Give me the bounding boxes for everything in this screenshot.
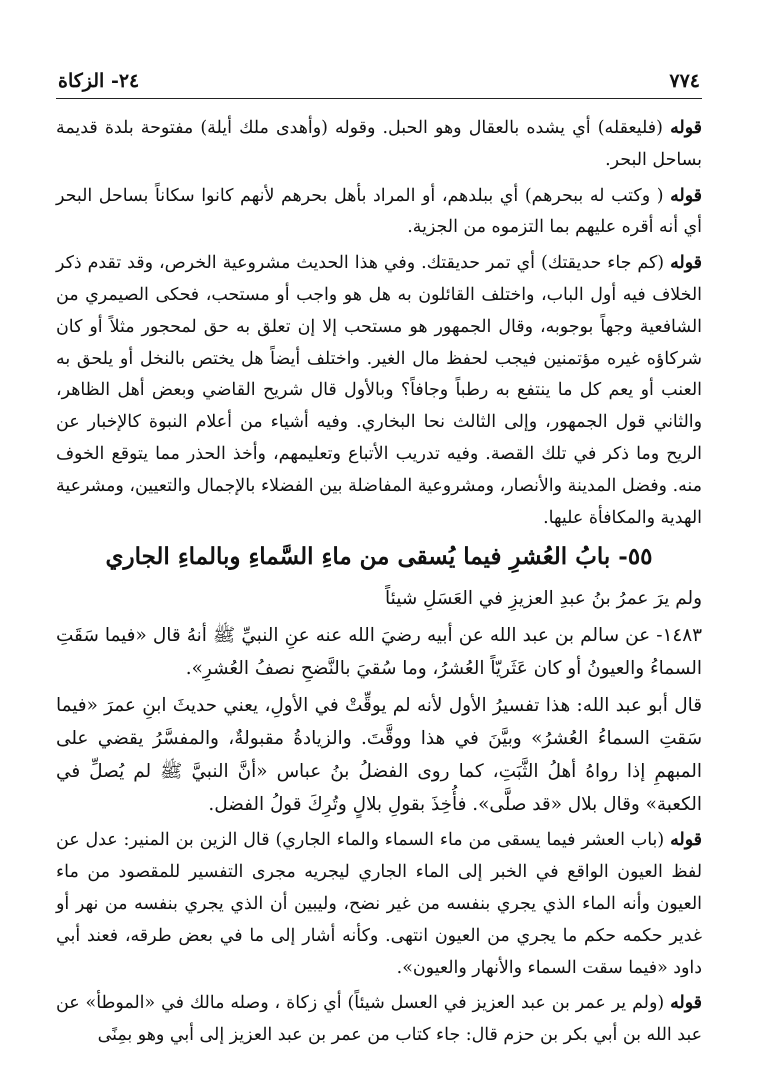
paragraph-text: (باب العشر فيما يسقى من ماء السماء والماء الجاري) قال الزين بن المنير: عدل عن لفظ العيون الواقع في الخبر إلى الماء الجاري ليجريه مجرى التفسير للمقصود من ماء العيون وأنه الماء الذي يجري بنفسه من غير نضح، وليبين أن الذي يجري بنفسه من نهر أو غدير حكمه حكم ما يجري من العيون انتهى. وكأنه أشار إلى ما في بعض طرقه، فعند أبي داود «فيما سقت السماء والأنهار والعيون».: [56, 830, 702, 978]
running-chapter-title: ٢٤- الزكاة: [58, 70, 140, 92]
paragraph-lead: قوله: [670, 253, 702, 274]
hadith-paragraph: قال أبو عبد الله: هذا تفسيرُ الأول لأنه لم يوقِّتْ في الأولِ، يعني حديثَ ابنِ عمرَ «فيما سَقتِ السماءُ العُشرُ» وبيَّنَ في هذا ووقَّتَ. والزيادةُ مقبولةٌ، والمفسَّرُ يقضي على المبهمِ إذا رواهُ أهلُ الثَّبَتِ، كما روى الفضلُ بنُ عباس «أنَّ النبيَّ ﷺ لم يُصلِّ في الكعبة» وقال بلال «قد صلَّى». فأُخِذَ بقولِ بلالٍ وتُرِكَ قولُ الفضل.: [56, 695, 702, 816]
paragraph-text: (ولم ير عمر بن عبد العزيز في العسل شيئاً) أي زكاة ، وصله مالك في «الموطأ» عن عبد الله بن أبي بكر بن حزم قال: جاء كتاب من عمر بن عبد العزيز إلى أبي وهو بمِنًى: [56, 993, 702, 1046]
paragraph-text: ( وكتب له ببحرهم) أي ببلدهم، أو المراد بأهل بحرهم لأنهم كانوا سكاناً بساحل البحر أي أنه أقره عليهم بما التزموه من الجزية.: [56, 185, 702, 238]
paragraph-text: (كم جاء حديقتك) أي تمر حديقتك. وفي هذا الحديث مشروعية الخرص، وقد تقدم ذكر الخلاف فيه أول الباب، واختلف القائلون به هل هو واجب أو مستحب، فحكى الصيمري من الشافعية وجهاً بوجوبه، وقال الجمهور هو مستحب إلا إن تعلق به حق لمحجور مثلاً أو كان شركاؤه غيره مؤتمنين فيجب لحفظ مال الغير. واختلف أيضاً هل يختص بالنخل أو يلحق به العنب أو يعم كل ما ينتفع به رطباً وجافاً؟ وبالأول قال شريح القاضي وبعض أهل الظاهر، والثاني قول الجمهور، وإلى الثالث نحا البخاري. وفيه أشياء من أعلام النبوة كالإخبار عن الريح وما ذكر في تلك القصة. وفيه تدريب الأتباع وتعليمهم، وأخذ الحذر مما يتوقع الخوف منه. وفضل المدينة والأنصار، ومشروعية المفاضلة بين الفضلاء بالإجمال والتعيين، ومشرعية الهدية والمكافأة عليها.: [56, 253, 702, 528]
running-header: [56, 50, 702, 99]
paragraph-lead: قوله: [670, 118, 702, 138]
hadith-paragraph: ١٤٨٣- عن سالم بن عبد الله عن أبيه رضيَ الله عنه عنِ النبيِّ ﷺ أنهُ قال «فيما سَقَتِ السماءُ والعيونُ أو كان عَثَريّاً العُشرُ، وما سُقيَ بالنَّضحِ نصفُ العُشرِ».: [56, 625, 702, 680]
chapter-heading: ٥٥- بابُ العُشرِ فيما يُسقى من ماءِ السَّماءِ وبالماءِ الجاري: [105, 543, 653, 571]
commentary-paragraph: [56, 181, 702, 245]
page-body: [56, 113, 702, 1052]
paragraph-lead: قوله: [670, 993, 702, 1014]
paragraph-lead: قوله: [670, 830, 702, 851]
commentary-paragraph: [56, 825, 702, 984]
hadith-paragraph: ولم يرَ عمرُ بنُ عبدِ العزيزِ في العَسَلِ شيئاً: [385, 588, 702, 610]
commentary-paragraph: [56, 988, 702, 1052]
paragraph-lead: قوله: [670, 185, 702, 206]
paragraph-text: (فليعقله) أي يشده بالعقال وهو الحبل. وقوله (وأهدى ملك أيلة) مفتوحة بلدة قديمة بساحل البحر.: [56, 118, 702, 170]
commentary-paragraph: [56, 248, 702, 534]
commentary-paragraph: [56, 113, 702, 177]
page-number: ٧٧٤: [669, 70, 700, 92]
